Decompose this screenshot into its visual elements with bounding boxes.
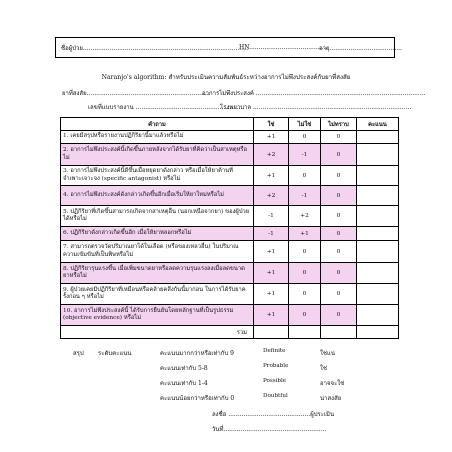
no-score: 0 — [289, 263, 321, 284]
yes-score: +2 — [254, 144, 289, 166]
patient-info-box — [55, 37, 402, 58]
score-level-label: ระดับคะแนน — [98, 350, 132, 357]
no-score: +1 — [289, 227, 321, 241]
unknown-score: 0 — [321, 166, 357, 186]
score-cell — [357, 166, 399, 186]
unknown-score: 0 — [321, 241, 357, 263]
unknown-score: 0 — [321, 144, 357, 166]
total-no-cell — [289, 326, 321, 339]
total-yes-cell — [254, 326, 289, 339]
no-score: 0 — [289, 305, 321, 326]
question-text: 4. อาการไม่พึงประสงค์ดังกล่าวเกิดขึ้นอีกเมื่อเริ่มให้ยาใหม่หรือไม่ — [63, 191, 224, 198]
yes-score: +1 — [254, 131, 289, 144]
yes-score: +2 — [254, 186, 289, 206]
level-category: Probable — [263, 363, 289, 369]
level-range: คะแนนเท่ากับ 1-4 — [160, 380, 208, 387]
question-row-8 — [61, 263, 399, 284]
no-score: 0 — [289, 241, 321, 263]
yes-score: +1 — [254, 305, 289, 326]
drug-reaction-line — [62, 88, 426, 98]
total-unknown-cell — [321, 326, 357, 339]
suspected-drug-field: ยาที่สงสัย................................................................. — [62, 90, 211, 97]
unknown-score: 0 — [321, 284, 357, 305]
score-cell — [357, 186, 399, 206]
level-category: Doubtful — [263, 393, 288, 399]
unknown-score: 0 — [321, 131, 357, 144]
no-score: -1 — [289, 144, 321, 166]
report-hospital-line — [88, 102, 412, 112]
score-cell — [357, 206, 399, 227]
no-score: +2 — [289, 206, 321, 227]
yes-score: -1 — [254, 227, 289, 241]
unknown-score: 0 — [321, 186, 357, 206]
level-category: Possible — [263, 378, 287, 384]
question-row-7 — [61, 241, 399, 263]
adverse-reaction-field: อาการไม่พึงประสงค์ ......................................................................................... — [202, 90, 426, 97]
level-meaning: น่าสงสัย — [320, 395, 342, 402]
question-text: 10. อาการไม่พึงประสงค์นี้ ได้รับการยืนยันโดยหลักฐานที่เป็นรูปธรรม (objective evidence) หรือไม่ — [63, 307, 234, 321]
level-range: คะแนนมากกว่าหรือเท่ากับ 9 — [160, 350, 234, 357]
question-row-6 — [61, 227, 399, 241]
question-text: 3. อาการไม่พึงประสงค์นี้ดีขึ้นเมื่อหยุดยาดังกล่าว หรือเมื่อให้ยาต้านที่จำเพาะเจาะจง (specific antagonist) หรือไม่ — [63, 168, 233, 182]
yes-score: +1 — [254, 241, 289, 263]
score-cell — [357, 241, 399, 263]
header-score: คะแนน — [357, 118, 399, 131]
yes-score: -1 — [254, 206, 289, 227]
no-score: 0 — [289, 284, 321, 305]
report-number-field: เลขที่แบบรายงาน ......................................................... — [88, 104, 245, 111]
level-category: Definite — [263, 348, 286, 354]
score-cell — [357, 131, 399, 144]
question-text: 9. ผู้ป่วยเคยมีปฏิกิริยาที่เหมือนหรือคล้ายคลึงกันนี้มาก่อน ในการได้รับยาครั้งก่อน ๆ หรือไม่ — [63, 286, 246, 300]
yes-score: +1 — [254, 284, 289, 305]
header-no: ไม่ใช่ — [289, 118, 321, 131]
score-cell — [357, 227, 399, 241]
question-text: 1. เคยมีสรุปหรือรายงานปฏิกิริยานี้มาแล้วหรือไม่ — [63, 133, 184, 140]
question-row-5 — [61, 206, 399, 227]
total-label: รวม — [61, 326, 254, 339]
no-score: -1 — [289, 186, 321, 206]
hospital-field: โรงพยาบาล ................................................................................... — [220, 104, 412, 111]
header-question: คำถาม — [61, 118, 254, 131]
level-meaning: ใช่แน่ — [320, 350, 335, 357]
header-unknown: ไม่ทราบ — [321, 118, 357, 131]
question-row-1 — [61, 131, 399, 144]
no-score: 0 — [289, 131, 321, 144]
question-text: 8. ปฏิกิริยารุนแรงขึ้น เมื่อเพิ่มขนาดยาหรือลดความรุนแรงลงเมื่อลดขนาดยาหรือไม่ — [63, 265, 245, 279]
level-range: คะแนนน้อยกว่าหรือเท่ากับ 0 — [160, 395, 235, 402]
question-row-4 — [61, 186, 399, 206]
assessment-date-line: วันที่...................................................... — [212, 426, 327, 433]
form-title: Naranjo's algorithm: สำหรับประเมินความสัมพันธ์ระหว่างอาการไม่พึงประสงค์กับยาที่สงสัย — [101, 74, 351, 81]
yes-score: +1 — [254, 166, 289, 186]
question-row-9 — [61, 284, 399, 305]
total-score-cell — [357, 326, 399, 339]
unknown-score: 0 — [321, 263, 357, 284]
question-row-2 — [61, 144, 399, 166]
question-text: 2. อาการไม่พึงประสงค์นี้เกิดขึ้นภายหลังจากได้รับยาที่คิดว่าเป็นสาเหตุหรือไม่ — [63, 147, 248, 161]
table-header-row — [61, 118, 399, 131]
assessor-signature-line: ลงชื่อ ...........................................ผู้ประเมิน — [212, 411, 335, 418]
score-cell — [357, 263, 399, 284]
unknown-score: 0 — [321, 305, 357, 326]
question-text: 7. สามารถตรวจวัดปริมาณยาได้ในเลือด (หรือของเหลวอื่น) ในปริมาณความเข้มข้นที่เป็นพิษหรือไม่ — [63, 244, 239, 258]
total-row — [61, 326, 399, 339]
score-cell — [357, 305, 399, 326]
score-cell — [357, 144, 399, 166]
question-row-10 — [61, 305, 399, 326]
question-row-3 — [61, 166, 399, 186]
patient-name-field: ชื่อผู้ป่วย....................................................................................... — [61, 44, 249, 52]
question-text: 5. ปฏิกิริยาที่เกิดขึ้นสามารถเกิดจากสาเหตุอื่น (นอกเหนือจากยา) ของผู้ป่วยได้หรือไม่ — [63, 208, 250, 222]
level-meaning: อาจจะใช่ — [320, 380, 345, 387]
hn-field: HN......................................... — [239, 44, 328, 51]
unknown-score: 0 — [321, 206, 357, 227]
yes-score: +1 — [254, 263, 289, 284]
summary-label: สรุป — [73, 350, 84, 357]
level-range: คะแนนเท่ากับ 5-8 — [160, 365, 208, 372]
score-cell — [357, 284, 399, 305]
naranjo-table — [60, 117, 399, 339]
age-field: อายุ...................................... — [319, 44, 402, 52]
unknown-score: 0 — [321, 227, 357, 241]
question-text: 6. ปฏิกิริยาดังกล่าวเกิดขึ้นอีก เมื่อให้ยาหลอกหรือไม่ — [63, 229, 192, 236]
header-yes: ใช่ — [254, 118, 289, 131]
level-meaning: ใช่ — [320, 365, 328, 372]
no-score: 0 — [289, 166, 321, 186]
